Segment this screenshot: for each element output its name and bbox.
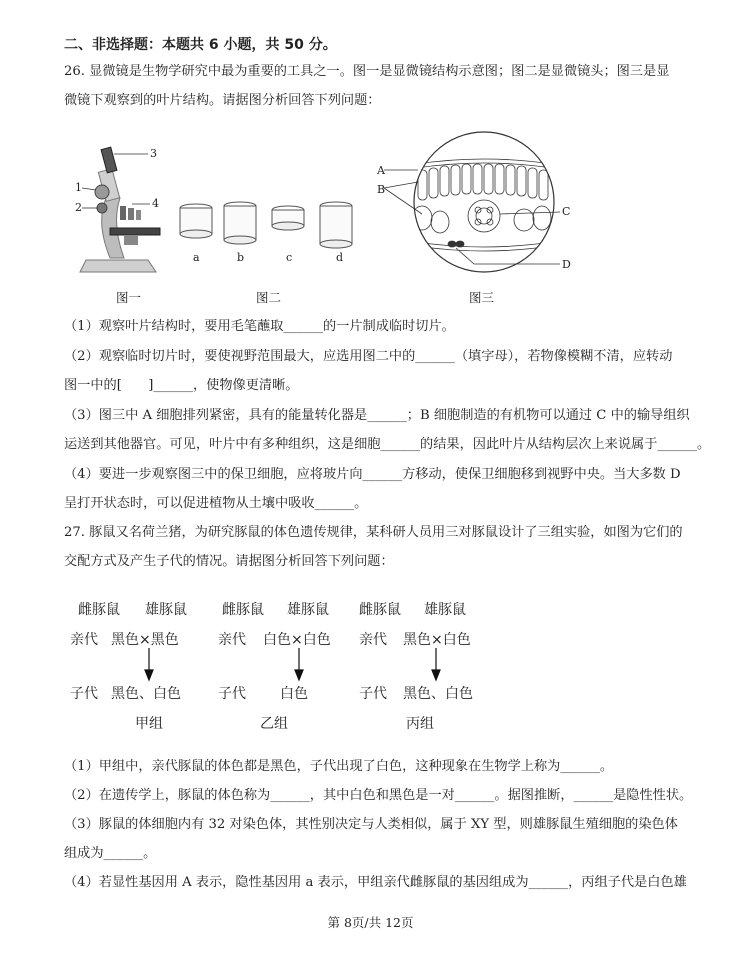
g2-female-header: 雌豚鼠 (222, 602, 264, 618)
lens-a-icon (180, 204, 212, 238)
fig1-label-2: 2 (75, 201, 82, 214)
g3-name: 丙组 (406, 716, 434, 732)
g2-offspring: 白色 (280, 686, 308, 702)
g3-female-header: 雌豚鼠 (359, 602, 401, 618)
q26-part-3-line-2: 运送到其他器官。可见，叶片中有多种组织，这是细胞______的结果，因此叶片从结构层次上来说属于______。 (64, 437, 711, 452)
g1-female-header: 雌豚鼠 (78, 602, 120, 618)
g1-offspring: 黑色、白色 (111, 686, 181, 702)
caption-fig1: 图一 (116, 290, 142, 305)
caption-fig2: 图二 (256, 290, 282, 305)
g1-parents: 黑色×黑色 (111, 632, 179, 648)
q27-intro-line-1: 27. 豚鼠又名荷兰猪，为研究豚鼠的体色遗传规律，某科研人员用三对豚鼠设计了三组实验，如图为它们的 (64, 525, 683, 540)
g2-name: 乙组 (260, 716, 288, 732)
q27-part-3-line-2: 组成为______。 (64, 846, 157, 861)
page-footer: 第 8页/共 12页 (327, 915, 414, 930)
q26-part-1: （1）观察叶片结构时，要用毛笔蘸取______的一片制成临时切片。 (64, 319, 455, 334)
g3-offspring-label: 子代 (359, 686, 387, 702)
q27-part-2: （2）在遗传学上，豚鼠的体色称为______，其中白色和黑色是一对______。据图推断，______是隐性性状。 (64, 788, 693, 803)
g1-name: 甲组 (135, 716, 163, 732)
g3-parent-label: 亲代 (359, 632, 387, 648)
leaf-section-figure (374, 130, 594, 280)
arrow-down-icon-g2 (295, 648, 303, 680)
fig3-label-D: D (562, 258, 571, 271)
g3-offspring: 黑色、白色 (403, 686, 473, 702)
lens-b-icon (224, 202, 256, 244)
fig3-label-B: B (377, 183, 386, 196)
fig1-label-3: 3 (150, 147, 157, 160)
g1-male-header: 雄豚鼠 (145, 602, 187, 618)
g2-offspring-label: 子代 (218, 686, 246, 702)
q26-intro-line-1: 26. 显微镜是生物学研究中最为重要的工具之一。图一是显微镜结构示意图；图二是显微镜头；图三是显 (64, 64, 670, 79)
q26-intro-line-2: 微镜下观察到的叶片结构。请据图分析回答下列问题： (64, 93, 381, 108)
g2-male-header: 雄豚鼠 (287, 602, 329, 618)
fig3-label-C: C (562, 205, 571, 218)
fig2-label-b: b (237, 251, 245, 264)
g3-male-header: 雄豚鼠 (424, 602, 466, 618)
g2-parents: 白色×白色 (263, 632, 331, 648)
section-title: 二、非选择题：本题共 6 小题，共 50 分。 (64, 37, 337, 53)
q27-part-1: （1）甲组中，亲代豚鼠的体色都是黑色，子代出现了白色，这种现象在生物学上称为______。 (64, 759, 614, 774)
arrow-down-icon-g1 (145, 648, 153, 680)
q27-part-3-line-1: （3）豚鼠的体细胞内有 32 对染色体，其性别决定与人类相似，属于 XY 型，则雄豚鼠生殖细胞的染色体 (64, 817, 678, 832)
lens-c-icon (272, 206, 304, 230)
fig2-label-d: d (336, 251, 344, 264)
lens-d-icon (320, 202, 352, 248)
fig2-label-c: c (286, 251, 293, 264)
fig2-label-a: a (193, 251, 200, 264)
q27-part-4-line-1: （4）若显性基因用 A 表示，隐性基因用 a 表示，甲组亲代雌豚鼠的基因组成为______，丙组子代是白色雄 (64, 875, 687, 890)
g2-parent-label: 亲代 (218, 632, 246, 648)
q26-part-4-line-2: 呈打开状态时，可以促进植物从土壤中吸收______。 (64, 496, 368, 511)
q26-part-3-line-1: （3）图三中 A 细胞排列紧密，具有的能量转化器是______；B 细胞制造的有机物可以通过 C 中的输导组织 (64, 408, 690, 423)
g1-offspring-label: 子代 (70, 686, 98, 702)
arrow-down-icon-g3 (432, 648, 440, 680)
fig1-label-4: 4 (152, 197, 159, 210)
microscope-figure (70, 140, 170, 280)
q26-part-4-line-1: （4）要进一步观察图三中的保卫细胞，应将玻片向______方移动，使保卫细胞移到视野中央。当大多数 D (64, 467, 681, 482)
fig3-label-A: A (377, 164, 385, 177)
caption-fig3: 图三 (469, 290, 495, 305)
g3-parents: 黑色×白色 (403, 632, 471, 648)
fig1-label-1: 1 (75, 181, 82, 194)
g1-parent-label: 亲代 (70, 632, 98, 648)
q27-intro-line-2: 交配方式及产生子代的情况。请据图分析回答下列问题： (64, 554, 394, 569)
q26-part-2-line-2: 图一中的[ ]______，使物像更清晰。 (64, 378, 299, 393)
lenses-figure (172, 196, 362, 252)
q26-part-2-line-1: （2）观察临时切片时，要使视野范围最大，应选用图二中的______（填字母），若物像模糊不清，应转动 (64, 349, 673, 364)
